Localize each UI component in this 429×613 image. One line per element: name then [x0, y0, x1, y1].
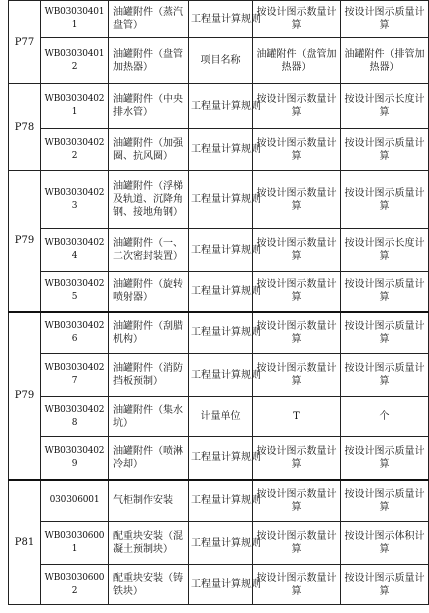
original-value-cell: 按设计图示数量计算: [253, 312, 341, 354]
revised-value-cell: 按设计图示体积计算: [341, 522, 429, 565]
page-number-cell: P79: [9, 312, 41, 480]
change-table: [8, 0, 429, 605]
item-code-cell: WB030306002: [41, 565, 109, 605]
table-row: [9, 1, 429, 38]
item-name-cell: 配重块安装（混凝土预制块）: [109, 522, 189, 565]
change-type-cell: 工程量计算规则: [189, 84, 253, 129]
original-value-cell: 按设计图示数量计算: [253, 171, 341, 229]
page-number-cell: P81: [9, 480, 41, 605]
item-code-cell: WB030304022: [41, 129, 109, 171]
item-code-cell: WB030304021: [41, 84, 109, 129]
change-type-cell: 工程量计算规则: [189, 565, 253, 605]
item-code-cell: WB030304028: [41, 397, 109, 437]
table-row: [9, 312, 429, 354]
original-value-cell: 按设计图示数量计算: [253, 84, 341, 129]
revised-value-cell: 按设计图示质量计算: [341, 437, 429, 480]
item-code-cell: WB030304026: [41, 312, 109, 354]
revised-value-cell: 个: [341, 397, 429, 437]
original-value-cell: 按设计图示数量计算: [253, 1, 341, 38]
table-row: [9, 129, 429, 171]
table-row: [9, 229, 429, 272]
item-code-cell: WB030304023: [41, 171, 109, 229]
table-row: [9, 171, 429, 229]
revised-value-cell: 按设计图示质量计算: [341, 129, 429, 171]
change-type-cell: 工程量计算规则: [189, 1, 253, 38]
page-number-cell: P79: [9, 171, 41, 312]
table-row: [9, 565, 429, 605]
change-type-cell: 工程量计算规则: [189, 437, 253, 480]
change-type-cell: 项目名称: [189, 38, 253, 84]
item-name-cell: 油罐附件（加强圈、抗风圈）: [109, 129, 189, 171]
revised-value-cell: 按设计图示质量计算: [341, 312, 429, 354]
item-code-cell: WB030304024: [41, 229, 109, 272]
original-value-cell: 按设计图示数量计算: [253, 354, 341, 397]
item-code-cell: WB030304025: [41, 272, 109, 312]
item-code-cell: WB030306001: [41, 522, 109, 565]
page-number-cell: P78: [9, 84, 41, 171]
change-type-cell: 工程量计算规则: [189, 229, 253, 272]
item-code-cell: 030306001: [41, 480, 109, 522]
item-name-cell: 油罐附件（盘管加热器）: [109, 38, 189, 84]
change-type-cell: 工程量计算规则: [189, 312, 253, 354]
change-type-cell: 工程量计算规则: [189, 171, 253, 229]
change-type-cell: 工程量计算规则: [189, 129, 253, 171]
item-name-cell: 油罐附件（集水坑）: [109, 397, 189, 437]
original-value-cell: 按设计图示数量计算: [253, 480, 341, 522]
change-type-cell: 工程量计算规则: [189, 480, 253, 522]
table-row: [9, 397, 429, 437]
table-row: [9, 480, 429, 522]
original-value-cell: 按设计图示数量计算: [253, 522, 341, 565]
table-container: [8, 0, 425, 613]
revised-value-cell: 按设计图示质量计算: [341, 171, 429, 229]
original-value-cell: 按设计图示数量计算: [253, 129, 341, 171]
original-value-cell: T: [253, 397, 341, 437]
original-value-cell: 油罐附件（盘管加热器）: [253, 38, 341, 84]
item-name-cell: 油罐附件（喷淋冷却）: [109, 437, 189, 480]
item-name-cell: 气柜制作安装: [109, 480, 189, 522]
revised-value-cell: 按设计图示质量计算: [341, 1, 429, 38]
item-name-cell: 油罐附件（中央排水管）: [109, 84, 189, 129]
item-code-cell: WB030304011: [41, 1, 109, 38]
item-name-cell: 油罐附件（旋转喷射器）: [109, 272, 189, 312]
revised-value-cell: 油罐附件（排管加热器）: [341, 38, 429, 84]
change-type-cell: 工程量计算规则: [189, 522, 253, 565]
table-row: [9, 38, 429, 84]
table-row: [9, 354, 429, 397]
revised-value-cell: 按设计图示质量计算: [341, 480, 429, 522]
item-code-cell: WB030304029: [41, 437, 109, 480]
revised-value-cell: 按设计图示长度计算: [341, 84, 429, 129]
item-name-cell: 油罐附件（浮梯及轨道、沉降角钢、接地角钢）: [109, 171, 189, 229]
original-value-cell: 按设计图示数量计算: [253, 272, 341, 312]
revised-value-cell: 按设计图示质量计算: [341, 272, 429, 312]
original-value-cell: 按设计图示数量计算: [253, 565, 341, 605]
page-number-cell: P77: [9, 1, 41, 84]
revised-value-cell: 按设计图示长度计算: [341, 229, 429, 272]
original-value-cell: 按设计图示数量计算: [253, 229, 341, 272]
revised-value-cell: 按设计图示质量计算: [341, 565, 429, 605]
item-name-cell: 油罐附件（一、二次密封装置）: [109, 229, 189, 272]
table-row: [9, 84, 429, 129]
item-name-cell: 油罐附件（蒸汽盘管）: [109, 1, 189, 38]
item-code-cell: WB030304027: [41, 354, 109, 397]
table-row: [9, 272, 429, 312]
change-type-cell: 工程量计算规则: [189, 354, 253, 397]
original-value-cell: 按设计图示数量计算: [253, 437, 341, 480]
table-row: [9, 522, 429, 565]
item-name-cell: 油罐附件（刮腊机构）: [109, 312, 189, 354]
revised-value-cell: 按设计图示质量计算: [341, 354, 429, 397]
change-type-cell: 计量单位: [189, 397, 253, 437]
item-name-cell: 油罐附件（消防挡板预制）: [109, 354, 189, 397]
item-name-cell: 配重块安装（铸铁块）: [109, 565, 189, 605]
change-type-cell: 工程量计算规则: [189, 272, 253, 312]
item-code-cell: WB030304012: [41, 38, 109, 84]
table-row: [9, 437, 429, 480]
